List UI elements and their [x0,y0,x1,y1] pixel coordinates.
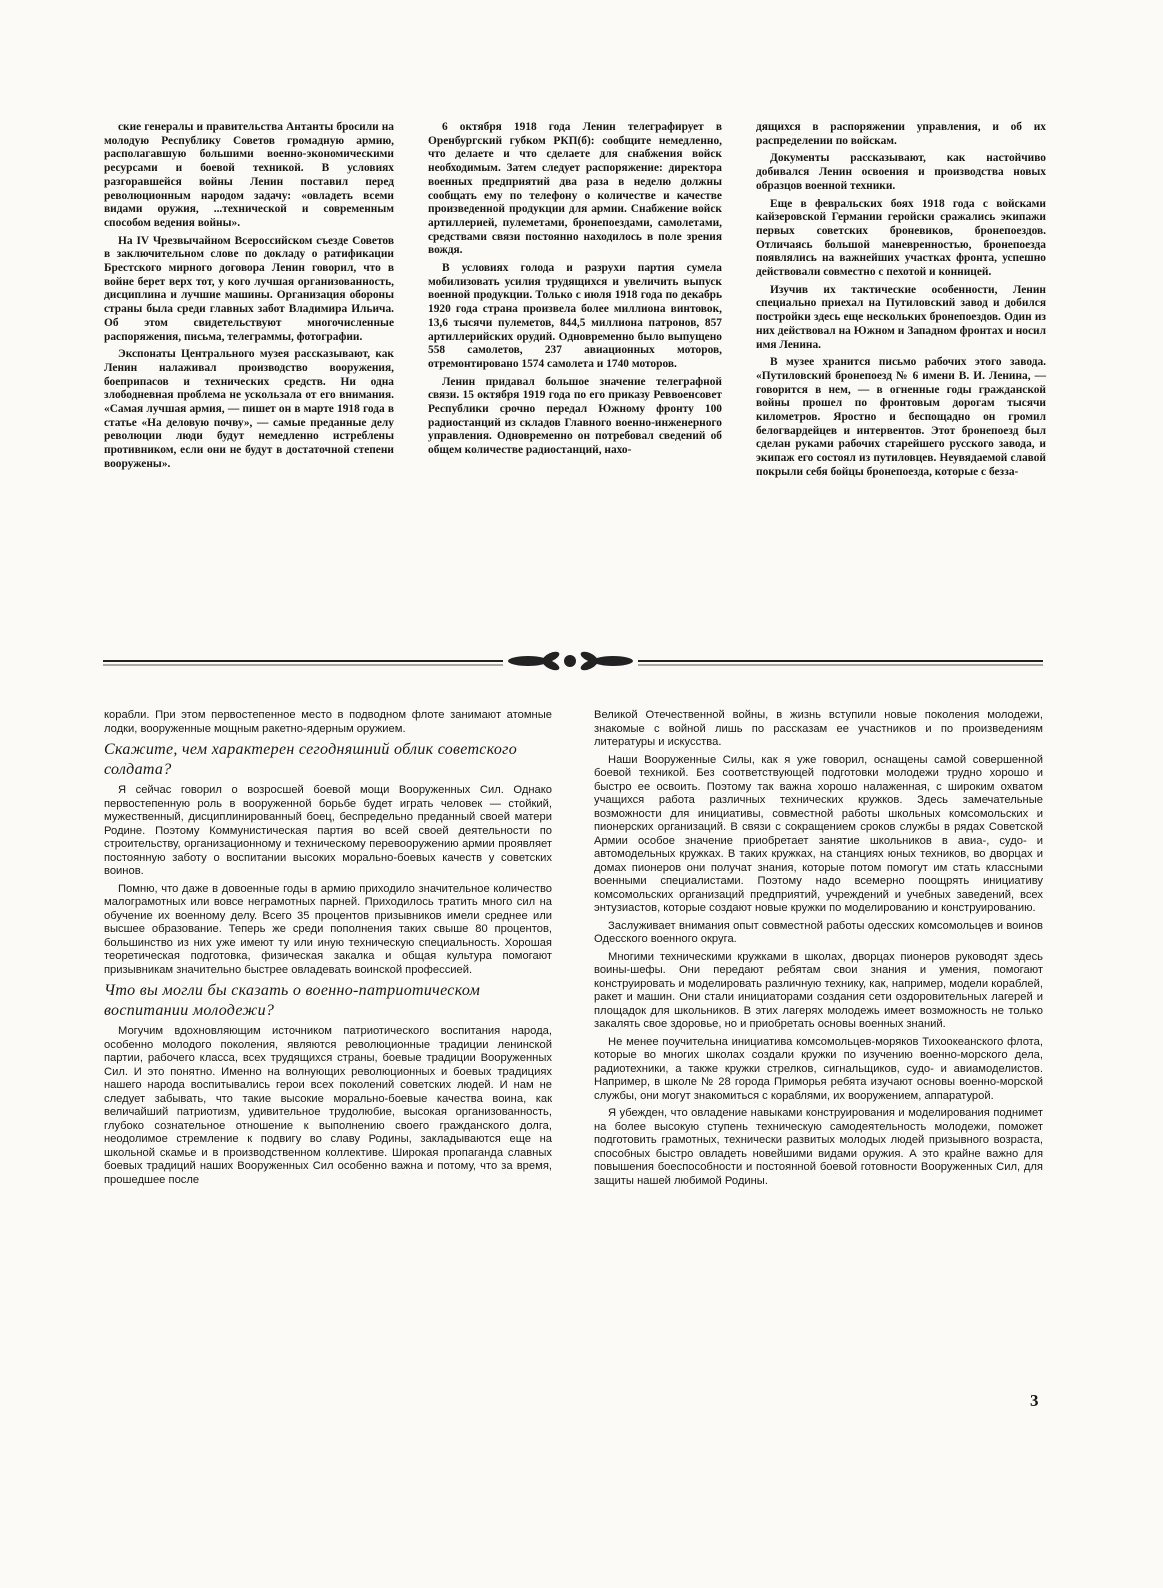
top-column-3 [756,121,1046,484]
article-paragraph: Ленин придавал большое значение телеграфной связи. 15 октября 1919 года по его приказу Реввоенсовет Республики срочно передал Южному фронту 100 радиостанций из складов Главного военно-инженерного управления. Одновременно он потребовал сведений об общем количестве радиостанций, нахо- [428,375,722,457]
interview-paragraph: Я убежден, что овладение навыками конструирования и моделирования поднимет на более высокую ступень техническую самодеятельность молодежи, поможет подготовить грамотных, технически развитых молодых людей призывного возраста, способных быстро овладеть новейшими видами оружия. А это крайне важно для повышения боеспособности и постоянной боевой готовности Вооруженных Сил, для защиты нашей любимой Родины. [594,1107,1043,1187]
article-paragraph: Изучив их тактические особенности, Ленин специально приехал на Путиловский завод и добился постройки здесь еще нескольких бронепоездов. Один из них действовал на Южном и Западном фронтах и носил имя Ленина. [756,283,1046,351]
interview-question: Что вы могли бы сказать о военно-патриотическом воспитании молодежи? [104,982,481,1019]
article-paragraph: На IV Чрезвычайном Всероссийском съезде Советов в заключительном слове по докладу о ратификации Брестского мирного договора Ленин говорил, что в войне берет верх тот, у кого лучшая организованность, дисциплина и лучшие машины. Организация обороны страны была среди главных забот Владимира Ильича. Об этом свидетельствуют многочисленные распоряжения, письма, телеграммы, фотографии. [104,234,394,343]
interview-paragraph: Не менее поучительна инициатива комсомольцев-моряков Тихоокеанского флота, которые во многих школах создали кружки по изучению военно-морского дела, радиотехники, а также кружки стрелков, сигнальщиков, судо- и авиамоделистов. Например, в школе № 28 города Приморья ребята изучают основы военно-морской службы, они могут знакомиться с кораблями, их вооружением, аппаратурой. [594,1035,1043,1102]
article-paragraph: 6 октября 1918 года Ленин телеграфирует в Оренбургский губком РКП(б): сообщите немедленно, что делаете и что сделаете для снабжения войск необходимым. Затем следует распоряжение: директора военных предприятий два раза в неделю должны сообщать ему по телефону о количестве и качестве произведенной продукции для армии. Снабжение войск артиллерией, пулеметами, бронепоездами, самолетами, средствами связи постоянно находилось в поле зрения вождя. [428,121,722,257]
interview-paragraph: Заслуживает внимания опыт совместной работы одесских комсомольцев и воинов Одесского военного округа. [594,919,1043,945]
article-paragraph: дящихся в распоряжении управления, и об их распределении по войскам. [756,121,1046,147]
interview-paragraph: Великой Отечественной войны, в жизнь вступили новые поколения молодежи, знакомые с войной лишь по рассказам ее участников и по произведениям литературы и искусства. [594,709,1043,748]
interview-paragraph: Наши Вооруженные Силы, как я уже говорил, оснащены самой совершенной боевой техникой. Без соответствующей подготовки молодежи трудно хорошо и быстро ее освоить. Поэтому так важна хорошо налаженная, с широким охватом учащихся работа различных технических кружков. Здесь замечательные возможности для инициативы, совместной работы школьных комсомольских и пионерских организаций. В связи с сокращением сроков службы в рядах Советской Армии особое значение приобретает занятие школьников в авиа-, судо- и автомодельных кружках. В таких кружках, на станциях юных техников, во дворцах и домах пионеров они получат знания, которые потом помогут им стать классными военными специалистами. Поэтому надо всемерно поощрять инициативу комсомольских организаций предприятий, учреждений и учебных заведений, всех энтузиастов, которые создают новые кружки по моделированию и конструированию. [594,753,1043,914]
article-paragraph: Документы рассказывают, как настойчиво добивался Ленин освоения и производства новых образцов военной техники. [756,152,1046,192]
ornamental-divider [103,646,1043,676]
article-paragraph: Еще в февральских боях 1918 года с войсками кайзеровской Германии геройски сражались экипажи первых советских броневиков, бронепоездов. Отличаясь большой маневренностью, бронепоезда появлялись на важнейших участках фронта, успешно действовали совместно с пехотой и конницей. [756,197,1046,279]
interview-paragraph: корабли. При этом первостепенное место в подводном флоте занимают атомные лодки, вооруженные мощным ракетно-ядерным оружием. [104,709,552,735]
interview-question: Скажите, чем характерен сегодняшний облик советского солдата? [104,741,518,778]
article-paragraph: В условиях голода и разрухи партия сумела мобилизовать усилия трудящихся и увеличить выпуск военной продукции. Только с июля 1918 года по декабрь 1920 года страна произвела более миллиона винтовок, 13,6 тысячи пулеметов, 844,5 миллиона патронов, 857 артиллерийских орудий. Одновременно было выпущено 558 самолетов, 237 авиационных моторов, отремонтировано 1574 самолета и 1740 моторов. [428,262,722,370]
top-column-2 [428,121,722,462]
page-number: 3 [1030,1391,1039,1410]
article-paragraph: Экспонаты Центрального музея рассказывают, как Ленин налаживал производство вооружения, боеприпасов и технических средств. Ни одна злободневная проблема не ускользала от его внимания. «Самая лучшая армия, — пишет он в марте 1918 года в статье «На деловую почву», — самые преданные делу революции люди будут немедленно истреблены противником, если они не будут в достаточной степени вооружены». [104,348,394,470]
top-column-1 [104,121,394,476]
interview-paragraph: Могучим вдохновляющим источником патриотического воспитания народа, особенно молодого поколения, являются революционные традиции ленинской партии, рабочего класса, всех трудящихся страны, боевые традиции Вооруженных Сил. И это понятно. Именно на волнующих революционных и боевых традициях нашего народа воспитывались герои всех поколений советских людей. И нам не следует забывать, что такие высокие морально-боевые качества воина, как величайший патриотизм, удивительное трудолюбие, высокая организованность, глубоко сознательное отношение к выполнению своего гражданского долга, неодолимое стремление к подвигу во славу Родины, закладываются еще на школьной скамье и в производственном коллективе. Широкая пропаганда славных боевых традиций наших Вооруженных Сил особенно важна и потому, что за время, прошедшее после [104,1025,552,1186]
interview-paragraph: Я сейчас говорил о возросшей боевой мощи Вооруженных Сил. Однако первостепенную роль в вооруженной борьбе будет играть человек — стойкий, мужественный, дисциплинированный боец, беспредельно преданный своей матери Родине. Поэтому Коммунистическая партия во всей своей деятельности по строительству, организационному и техническому перевооружению армии проявляет постоянную заботу о воспитании высоких морально-боевых качеств у советских воинов. [104,784,552,877]
bottom-column-2 [594,709,1043,1192]
interview-paragraph: Многими техническими кружками в школах, дворцах пионеров руководят здесь воины-шефы. Они передают ребятам свои знания и умения, помогают конструировать и моделировать различную технику, как, например, модели кораблей, ракет и машин. Они стали инициаторами создания сети оздоровительных лагерей и площадок для школьников. В этих лагерях молодежь имеет возможность не только закалять свое здоровье, но и приобретать основы военных знаний. [594,950,1043,1030]
article-paragraph: ские генералы и правительства Антанты бросили на молодую Республику Советов громадную армию, располагавшую большими военно-экономическими ресурсами и боевой техникой. В условиях разгоравшейся войны Ленин поставил перед революционным народом задачу: «овладеть всеми видами оружия, ...технической и современным способом ведения войны». [104,121,394,229]
interview-paragraph: Помню, что даже в довоенные годы в армию приходило значительное количество малограмотных или вовсе неграмотных парней. Приходилось тратить много сил на обучение их военному делу. Всего 35 процентов призывников имели среднее или высшее образование. Теперь же среди пополнения таких свыше 80 процентов, большинство из них уже имеют ту или иную техническую специальность. Хорошая теоретическая подготовка, физическая закалка и общая культура помогают призывникам значительно быстрее овладевать воинской профессией. [104,882,552,976]
laurel-ornament-icon [508,650,633,673]
article-paragraph: В музее хранится письмо рабочих этого завода. «Путиловский бронепоезд № 6 имени В. И. Ленина, — говорится в нем, — в огненные годы гражданской войны прошел по фронтовым дорогам тысячи километров. Яростно и беспощадно он громил белогвардейцев и интервентов. Этот бронепоезд был сделан руками рабочих старейшего русского завода, и экипаж его состоял из путиловцев. Неувядаемой славой покрыли себя бойцы бронепоезда, которые с безза- [756,356,1046,478]
bottom-column-1 [104,709,552,1191]
